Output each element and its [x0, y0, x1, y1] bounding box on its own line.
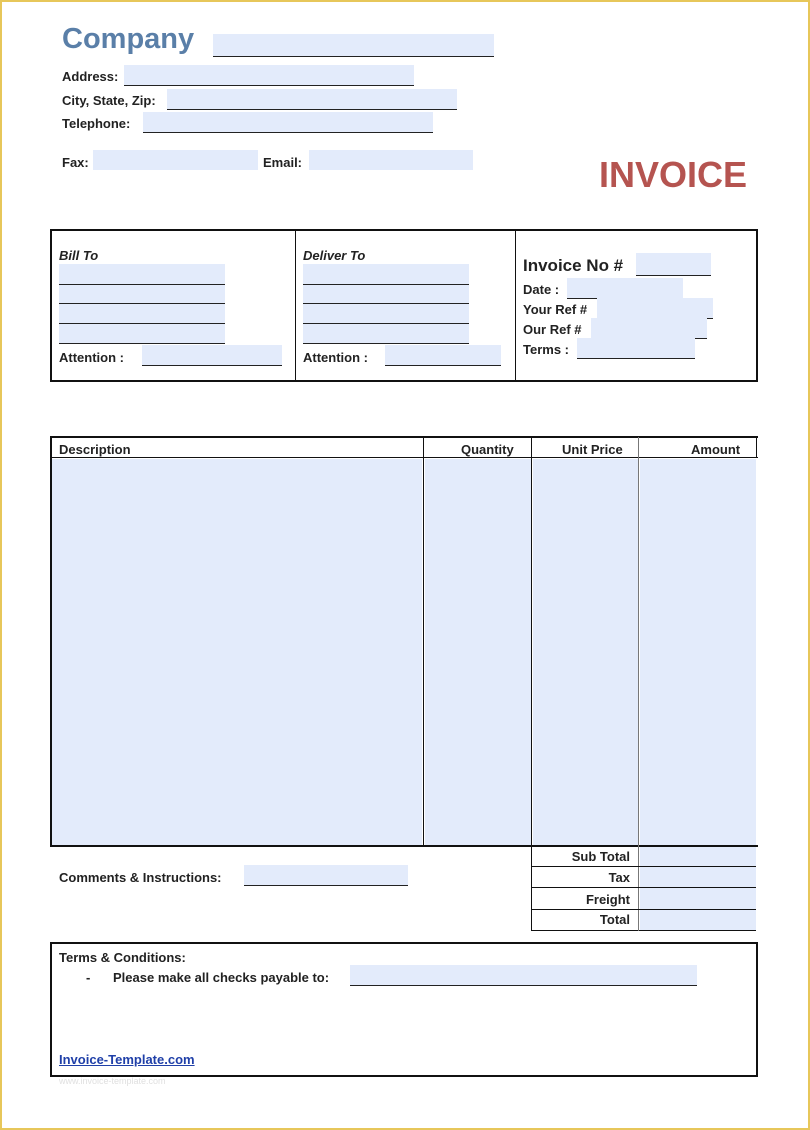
telephone-field[interactable]	[143, 112, 433, 133]
payable-to-field[interactable]	[350, 965, 697, 986]
totals-rule-3	[532, 909, 756, 910]
bill-to-line-1	[59, 284, 225, 285]
invoice-no-field[interactable]	[636, 253, 711, 276]
email-field[interactable]	[309, 150, 473, 170]
your-ref-field[interactable]	[597, 298, 713, 319]
terms-label: Terms :	[523, 342, 569, 357]
totals-divider	[638, 845, 639, 931]
fax-label: Fax:	[62, 155, 89, 170]
bill-to-line-4	[59, 343, 225, 344]
deliver-to-line-2	[303, 303, 469, 304]
footer-faded-text: www.invoice-template.com	[59, 1076, 166, 1086]
city-state-zip-label: City, State, Zip:	[62, 93, 156, 108]
deliver-to-fill[interactable]	[303, 264, 469, 344]
col-divider-1	[423, 437, 424, 846]
col-divider-2	[531, 437, 532, 846]
email-label: Email:	[263, 155, 303, 170]
invoice-page	[2, 2, 808, 1128]
terms-line: Please make all checks payable to:	[113, 970, 330, 985]
deliver-to-line-4	[303, 343, 469, 344]
deliver-to-line-3	[303, 323, 469, 324]
unit-price-column[interactable]	[533, 459, 638, 845]
terms-heading: Terms & Conditions:	[59, 950, 186, 965]
company-name-field[interactable]	[213, 34, 494, 57]
deliver-to-heading: Deliver To	[303, 248, 366, 263]
totals-rule-2	[532, 887, 756, 888]
total-label: Total	[599, 912, 630, 927]
footer-link[interactable]: Invoice-Template.com	[59, 1052, 195, 1067]
address-field[interactable]	[124, 65, 414, 86]
quantity-column[interactable]	[425, 459, 531, 845]
comments-label: Comments & Instructions:	[59, 870, 222, 885]
tax-label: Tax	[608, 870, 630, 885]
our-ref-label: Our Ref #	[523, 322, 582, 337]
our-ref-field[interactable]	[591, 318, 707, 339]
deliver-to-attention-label: Attention :	[303, 350, 368, 365]
col-divider-3	[638, 437, 639, 846]
terms-bullet: -	[86, 970, 91, 985]
bill-to-heading: Bill To	[59, 248, 99, 263]
header-description: Description	[59, 442, 131, 457]
billing-divider-1	[295, 230, 296, 381]
totals-values-fill[interactable]	[640, 847, 756, 930]
table-header-rule	[50, 457, 758, 458]
description-column[interactable]	[52, 459, 422, 845]
invoice-no-label: Invoice No #	[523, 256, 624, 275]
amount-column[interactable]	[640, 459, 756, 845]
header-quantity: Quantity	[461, 442, 514, 457]
subtotal-label: Sub Total	[571, 849, 630, 864]
comments-field[interactable]	[244, 865, 408, 886]
bill-to-attention-label: Attention :	[59, 350, 124, 365]
date-label: Date :	[523, 282, 560, 297]
freight-label: Freight	[585, 892, 630, 907]
fax-field[interactable]	[93, 150, 258, 170]
bill-to-line-3	[59, 323, 225, 324]
table-right-edge	[756, 437, 757, 457]
bill-to-attention-field[interactable]	[142, 345, 282, 366]
header-amount: Amount	[691, 442, 741, 457]
bill-to-fill[interactable]	[59, 264, 225, 344]
your-ref-label: Your Ref #	[523, 302, 588, 317]
date-field[interactable]	[567, 278, 683, 299]
header-unit-price: Unit Price	[562, 442, 623, 457]
deliver-to-line-1	[303, 284, 469, 285]
bill-to-line-2	[59, 303, 225, 304]
deliver-to-attention-field[interactable]	[385, 345, 501, 366]
billing-divider-2	[515, 230, 516, 381]
totals-rule-1	[532, 866, 756, 867]
address-label: Address:	[62, 69, 119, 84]
invoice-title: INVOICE	[599, 154, 748, 195]
company-name: Company	[62, 23, 195, 55]
terms-field[interactable]	[577, 338, 695, 359]
city-state-zip-field[interactable]	[167, 89, 457, 110]
telephone-label: Telephone:	[62, 116, 131, 131]
